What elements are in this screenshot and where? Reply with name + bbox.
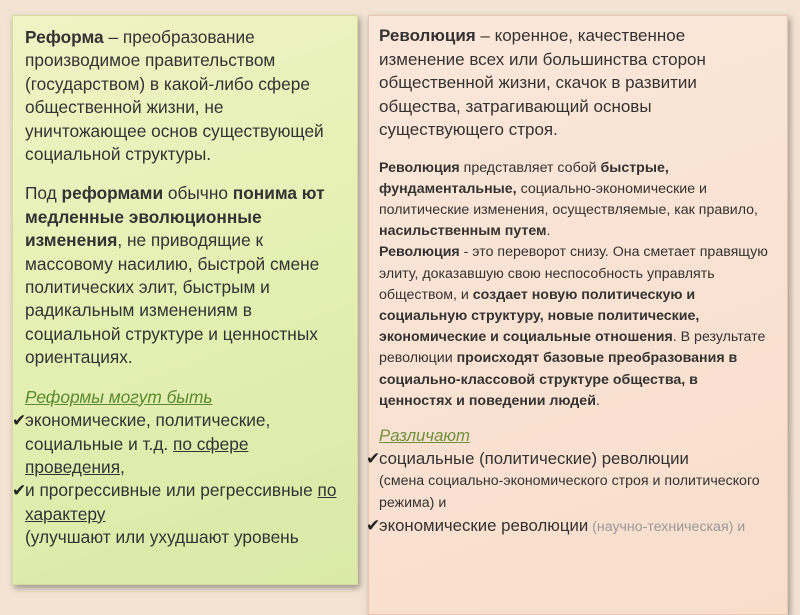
checkmark-icon: ✔: [366, 515, 381, 535]
revolution-paragraph-1: Революция представляет собой быстрые, фундаментальные, социально-экономические и политические изменения, осуществляемые, как правило, насильственным путем.: [379, 159, 758, 240]
checkmark-icon: ✔: [366, 448, 381, 468]
revolution-types: [366, 424, 775, 538]
checkmark-icon: ✔: [12, 411, 27, 431]
revolution-paragraph-2: Революция - это переворот снизу. Она сметает правящую элиту, доказавшую свою неспособность управлять обществом, и создает новую политическую и социальную структуру, новые политические, экономические и социальные отношения. В результате революции происходят базовые преобразования в социально-классовой структуре общества, в ценностях и поведении людей.: [379, 244, 768, 409]
reform-term: Реформа: [25, 27, 104, 47]
revolution-types-heading: Различают: [379, 425, 471, 445]
revolution-type-economic: ✔ экономические революции (научно-техническая) и: [366, 515, 746, 535]
revolution-panel: [368, 15, 788, 615]
revolution-type-social-note: (смена социально-экономического строя и политического режима) и: [379, 472, 760, 511]
revolution-type-social: ✔ социальные (политические) революции: [366, 448, 689, 468]
checkmark-icon: ✔: [12, 481, 27, 501]
reform-type-item-character: ✔ и прогрессивные или регрессивные по характеру: [12, 480, 337, 524]
revolution-description: [379, 158, 775, 412]
revolution-definition: Революция – коренное, качественное изменение всех или большинства сторон общественной жизни, скачок в развитии общества, затрагивающий основы существующего строя.: [379, 26, 706, 139]
reform-description: Под реформами обычно понима ют медленные эволюционные изменения, не приводящие к массовому насилию, быстрой смене политических элит, быстрым и радикальным изменениям в социальной структуре и ценностных ориентациях.: [25, 183, 325, 368]
reform-panel: [12, 15, 358, 585]
reform-emphasis: понима ют медленные эволюционные изменения: [25, 183, 325, 251]
reform-type-item-tail: (улучшают или ухудшают уровень: [25, 527, 299, 548]
reform-definition: Реформа – преобразование производимое правительством (государством) в какой-либо сфере общественной жизни, не уничтожающее основ существующей социальной структуры.: [25, 27, 324, 165]
revolution-term: Революция: [379, 26, 476, 45]
reform-types-heading: Реформы могут быть: [25, 386, 213, 407]
reform-type-item-sphere: ✔ экономические, политические, социальные и т.д. по сфере проведения,: [12, 410, 271, 477]
reform-term-plural: реформами: [61, 183, 164, 204]
